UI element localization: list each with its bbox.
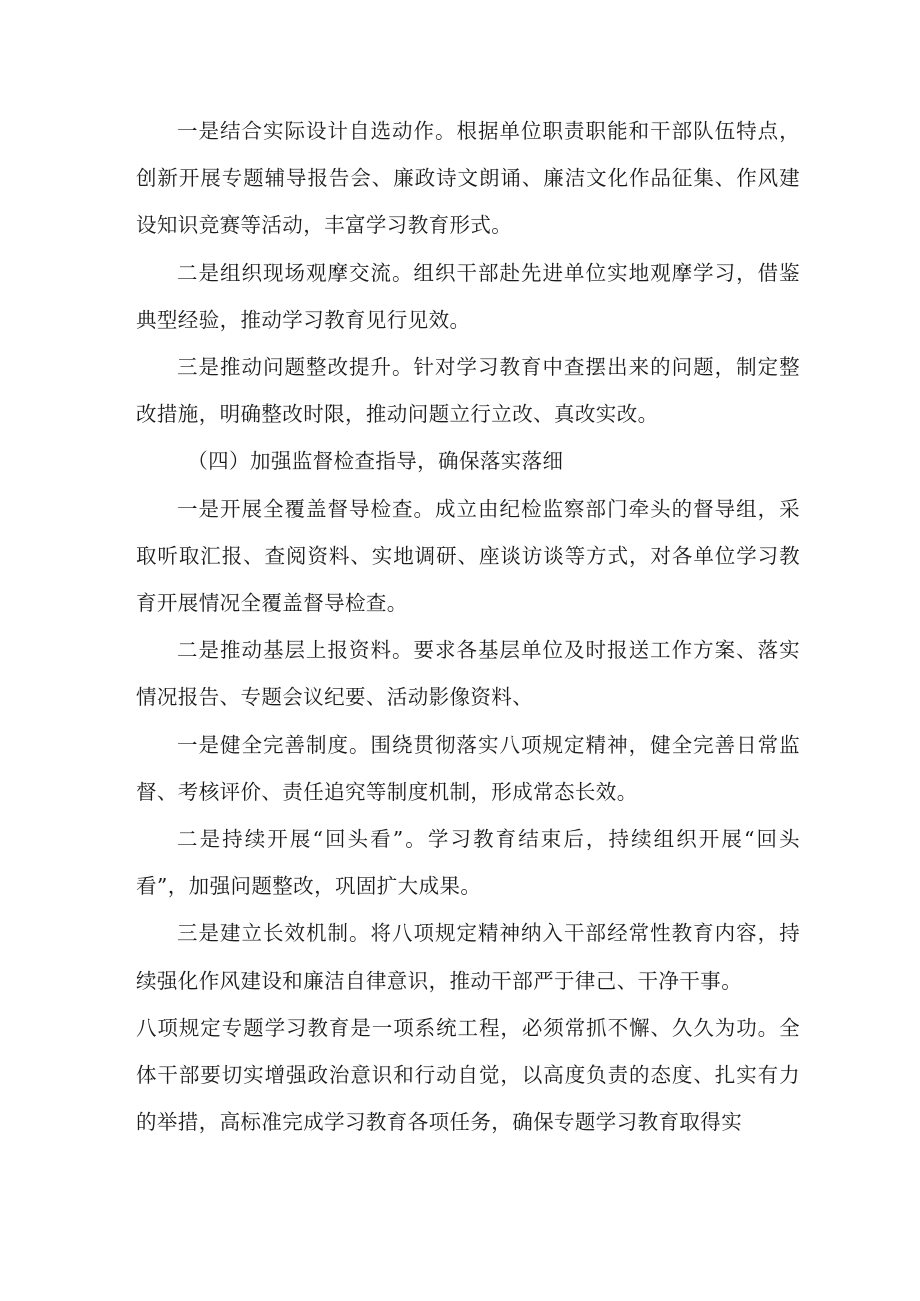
document-body: [136, 108, 800, 1146]
paragraph-conclusion: 八项规定专题学习教育是一项系统工程，必须常抓不懈、久久为功。全体干部要切实增强政治意识和行动自觉，以高度负责的态度、扎实有力的举措，高标准完成学习教育各项任务，确保专题学习教育取得实: [136, 1015, 800, 1135]
paragraph-improve-system: 一是健全完善制度。围绕贯彻落实八项规定精神，健全完善日常监督、考核评价、责任追究等制度机制，形成常态长效。: [136, 732, 800, 804]
paragraph-self-selected-actions: 一是结合实际设计自选动作。根据单位职责职能和干部队伍特点，创新开展专题辅导报告会、廉政诗文朗诵、廉洁文化作品征集、作风建设知识竞赛等活动，丰富学习教育形式。: [136, 119, 800, 238]
paragraph-long-term-mechanism: 三是建立长效机制。将八项规定精神纳入干部经常性教育内容，持续强化作风建设和廉洁自律意识，推动干部严于律己、干净干事。: [136, 921, 800, 993]
paragraph-grassroots-reporting: 二是推动基层上报资料。要求各基层单位及时报送工作方案、落实情况报告、专题会议纪要、活动影像资料、: [136, 638, 800, 710]
paragraph-look-back: 二是持续开展“回头看”。学习教育结束后，持续组织开展“回头看”，加强问题整改，巩固扩大成果。: [136, 827, 800, 899]
paragraph-rectification: 三是推动问题整改提升。针对学习教育中查摆出来的问题，制定整改措施，明确整改时限，推动问题立行立改、真改实改。: [136, 355, 800, 427]
paragraph-full-coverage-inspection: 一是开展全覆盖督导检查。成立由纪检监察部门牵头的督导组，采取听取汇报、查阅资料、实地调研、座谈访谈等方式，对各单位学习教育开展情况全覆盖督导检查。: [136, 496, 800, 616]
paragraph-site-observation: 二是组织现场观摩交流。组织干部赴先进单位实地观摩学习，借鉴典型经验，推动学习教育见行见效。: [136, 260, 800, 332]
section-heading-supervision: （四）加强监督检查指导，确保落实落细: [187, 449, 564, 474]
